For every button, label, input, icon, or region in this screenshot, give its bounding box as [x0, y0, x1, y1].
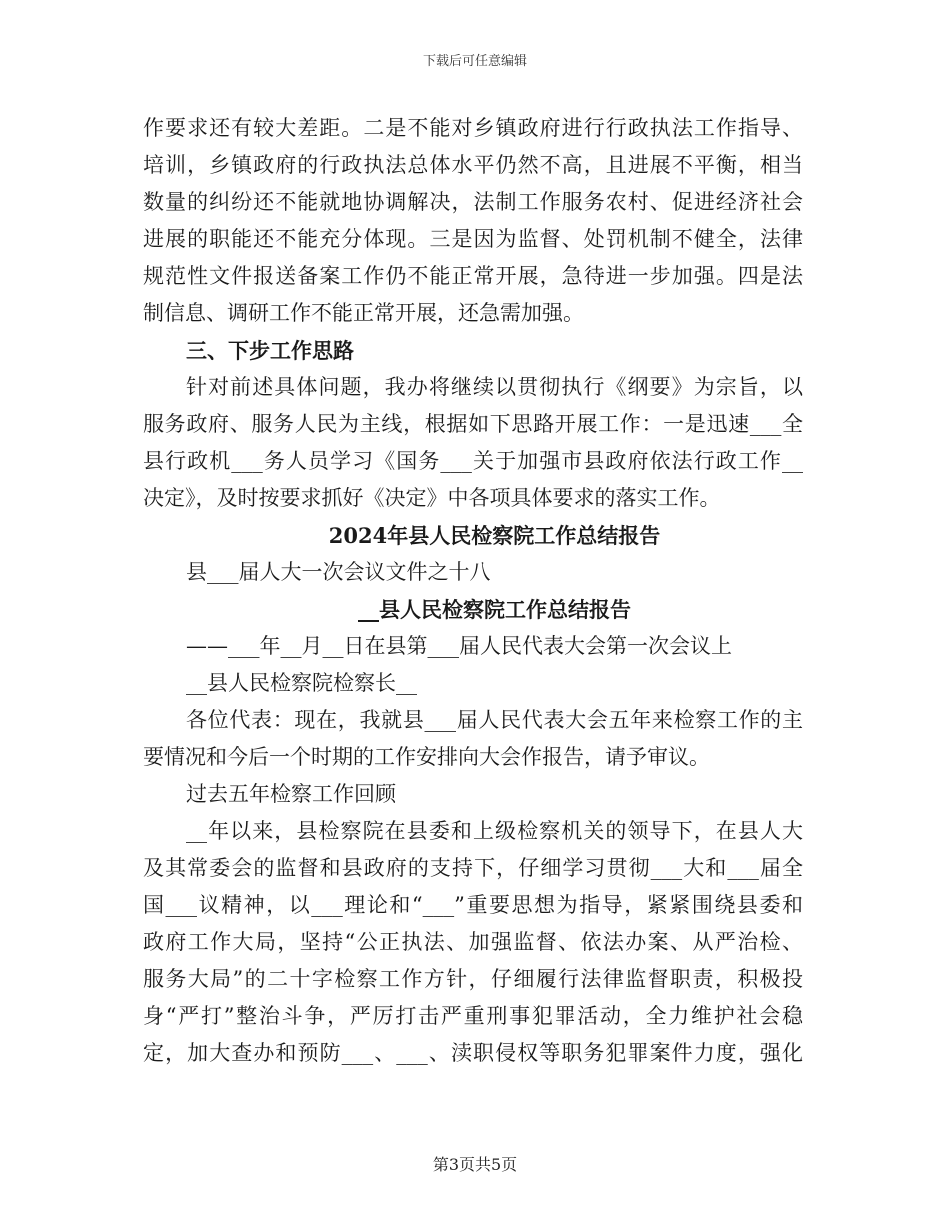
section-heading: 三、下步工作思路: [186, 338, 354, 363]
body-line: 针对前述具体问题，我办将继续以贯彻执行《纲要》为宗旨，以: [186, 375, 803, 399]
body-line: 进展的职能还不能充分体现。三是因为监督、处罚机制不健全，法律: [143, 227, 803, 251]
report-title: 2024年县人民检察院工作总结报告: [328, 523, 661, 548]
report-heading: __县人民检察院工作总结报告: [358, 597, 631, 622]
header-note: 下载后可任意编辑: [422, 54, 527, 69]
document-body: [143, 110, 803, 1072]
document-subtitle: 县___届人大一次会议文件之十八: [186, 560, 491, 584]
body-line: 决定》，及时按要求抓好《决定》中各项具体要求的落实工作。: [143, 486, 721, 510]
body-line: 作要求还有较大差距。二是不能对乡镇政府进行行政执法工作指导、: [143, 116, 803, 140]
body-line: 国___议精神，以___理论和“___”重要思想为指导，紧紧围绕县委和: [143, 893, 803, 917]
body-line: 政府工作大局，坚持“公正执法、加强监督、依法办案、从严治检、: [143, 930, 803, 954]
body-line: 要情况和今后一个时期的工作安排向大会作报告，请予审议。: [143, 745, 710, 769]
body-line: 服务政府、服务人民为主线，根据如下思路开展工作：一是迅速___全: [143, 412, 803, 436]
page-number: 第3页共5页: [432, 1155, 518, 1174]
body-line: 身“严打”整治斗争，严厉打击严重刑事犯罪活动，全力维护社会稳: [143, 1004, 803, 1028]
subsection-heading: 过去五年检察工作回顾: [186, 782, 396, 806]
body-line: 县行政机___务人员学习《国务___关于加强市县政府依法行政工作__: [143, 449, 803, 473]
body-line: __年以来，县检察院在县委和上级检察机关的领导下，在县人大: [186, 819, 803, 843]
body-line: 数量的纠纷还不能就地协调解决，法制工作服务农村、促进经济社会: [143, 190, 803, 214]
body-line: 培训，乡镇政府的行政执法总体水平仍然不高，且进展不平衡，相当: [143, 153, 803, 177]
body-line: 及其常委会的监督和县政府的支持下，仔细学习贯彻___大和___届全: [143, 856, 803, 880]
body-line: 服务大局”的二十字检察工作方针，仔细履行法律监督职责，积极投: [143, 967, 803, 991]
meeting-line: ——___年__月__日在县第___届人民代表大会第一次会议上: [186, 634, 732, 658]
body-line: 制信息、调研工作不能正常开展，还急需加强。: [143, 301, 584, 325]
body-line: 定，加大查办和预防___、___、渎职侵权等职务犯罪案件力度，强化: [143, 1041, 803, 1065]
author-line: __县人民检察院检察长__: [186, 671, 417, 695]
body-line: 规范性文件报送备案工作仍不能正常开展，急待进一步加强。四是法: [143, 264, 803, 288]
body-line: 各位代表：现在，我就县___届人民代表大会五年来检察工作的主: [186, 708, 803, 732]
